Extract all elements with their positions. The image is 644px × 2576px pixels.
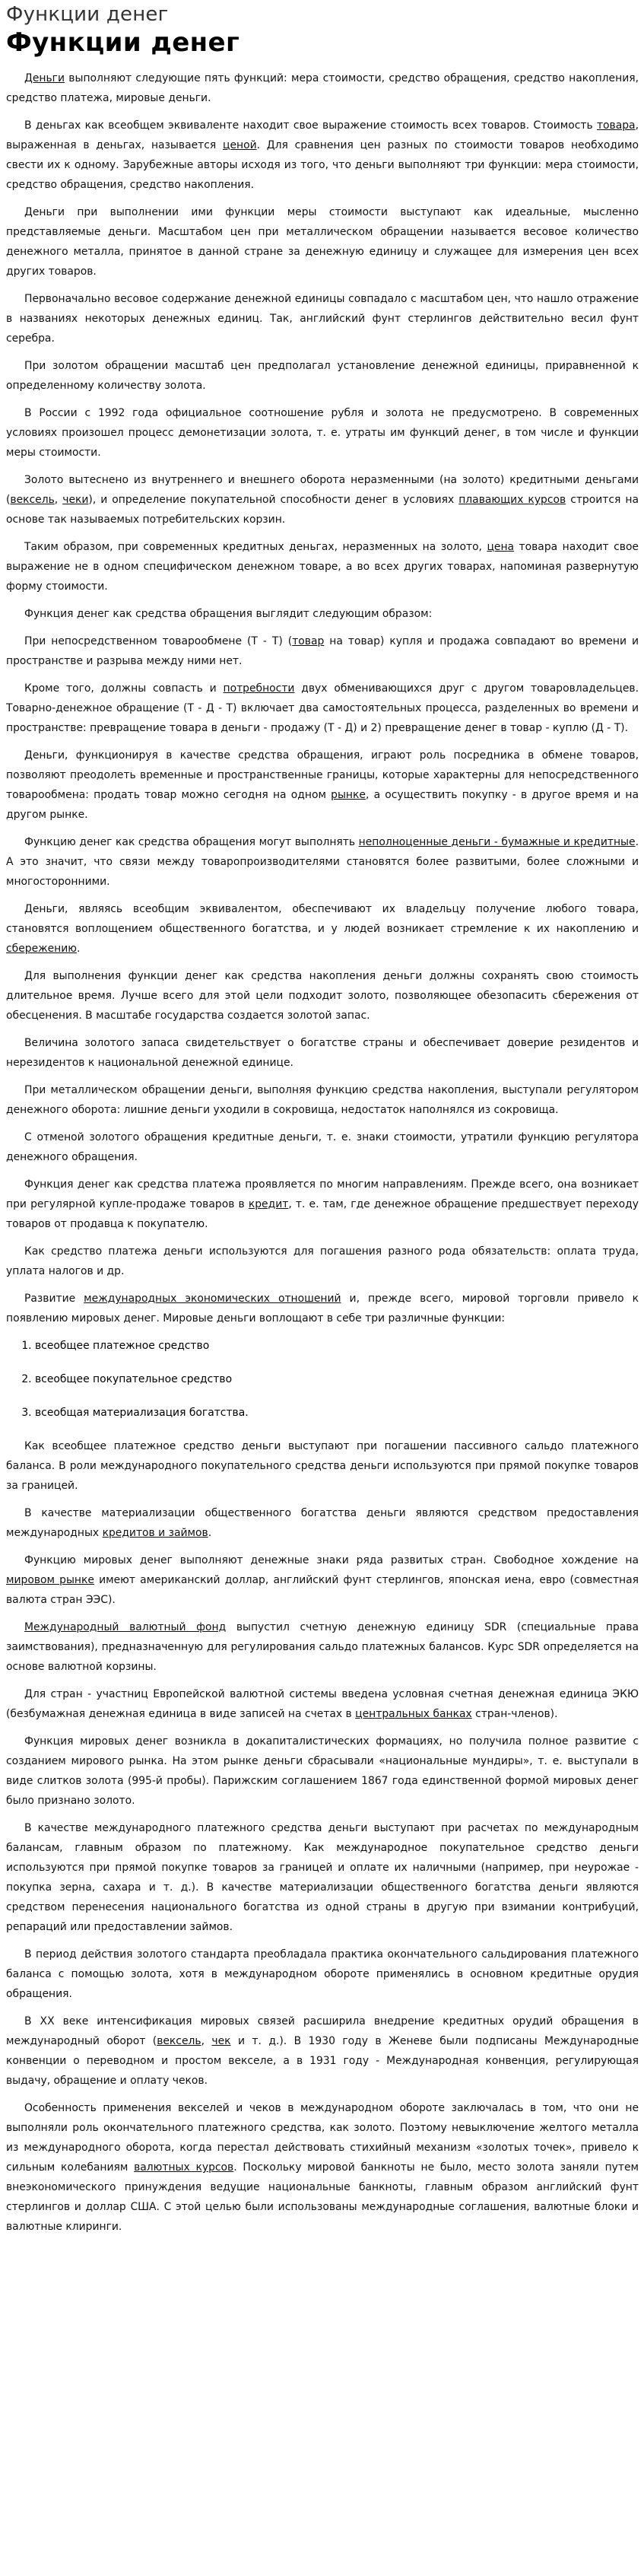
paragraph-text: строится на основе так называемых потребительских корзин. (6, 494, 639, 526)
paragraph-text: Деньги, функционируя в качестве средства обращения, играют роль посредника в обмене товаров, позволяют преодолеть временные и пространственные границы, которые характерны для непосредственного товарообмена: продать товар можно сегодня на одном (6, 749, 639, 801)
paragraph-text: Кроме того, должны совпасть и (24, 682, 224, 695)
paragraph-text: . (76, 943, 81, 955)
paragraph (6, 1080, 639, 1120)
paragraph-text: . Для сравнения цен разных по стоимости товаров необходимо свести их к одному. Зарубежные авторы исходя из того, что деньги выполняют три функции: мера стоимости, средство обращения, средство накопления. (6, 139, 639, 191)
paragraph (6, 1503, 639, 1543)
paragraph (6, 746, 639, 825)
paragraph-text: Для стран - участниц Европейской валютной системы введена условная счетная денежная единица ЭКЮ (безбумажная денежная единица в виде записей на счетах в (6, 1688, 639, 1720)
paragraph (6, 2098, 639, 2237)
paragraph-text: При непосредственном товарообмене (Т - Т) ( (24, 635, 293, 647)
inline-link[interactable]: вексель (10, 494, 55, 506)
paragraph-text: и т. д.). В 1930 году в Женеве были подписаны Международные конвенции о переводном и простом векселе, а в 1931 году - Международная конвенция, регулирующая выдачу, обращение и оплату чеков. (6, 2035, 639, 2087)
page (0, 3, 644, 2250)
paragraph-text: , (54, 494, 63, 506)
inline-link[interactable]: ценой (223, 139, 257, 151)
paragraph-text: Деньги, являясь всеобщим эквивалентом, обеспечивают их владельцу получение любого товара, становятся воплощением общественного богатства, и у людей возникает стремление к их накоплению и (6, 903, 639, 935)
inline-link[interactable]: товар (292, 635, 325, 647)
paragraph (6, 1242, 639, 1281)
paragraph-text: товара находит свое выражение не в одном специфическом денежном товаре, а во всех других товарах, напоминая развернутую форму стоимости. (6, 541, 639, 593)
paragraph-text: Таким образом, при современных кредитных деньгах, неразменных на золото, (24, 541, 487, 553)
paragraph-text: Как средство платежа деньги используются для погашения разного рода обязательств: оплата труда, уплата налогов и др. (6, 1245, 639, 1277)
paragraph (6, 899, 639, 959)
paragraph-text: , выраженная в деньгах, называется (6, 119, 639, 151)
inline-link[interactable]: международных экономических отношений (84, 1293, 341, 1305)
paragraph-text: имеют американский доллар, английский фунт стерлингов, японская иена, евро (совместная валюта стран ЭЭС). (6, 1574, 639, 1606)
inline-link[interactable]: плавающих курсов (458, 494, 566, 506)
paragraph (6, 1684, 639, 1724)
inline-link[interactable]: Деньги (24, 72, 65, 84)
paragraph-text: Величина золотого запаса свидетельствует о богатстве страны и обеспечивает доверие резидентов и нерезидентов к национальной денежной единице. (6, 1037, 639, 1069)
paragraph (6, 1175, 639, 1234)
paragraph (6, 537, 639, 596)
paragraph-text: выполняют следующие пять функций: мера стоимости, средство обращения, средство накопления, средство платежа, мировые деньги. (6, 72, 639, 104)
list-item: 2. всеобщее покупательное средство (35, 1369, 639, 1389)
paragraph (6, 202, 639, 281)
paragraph-text: . Поскольку мировой банкноты не было, место золота заняли путем внеэкономического принуждения ведущие национальные банкноты, главным образом английский фунт стерлингов и доллар США. С этой целью были использованы международные соглашения, валютные блоки и валютные клиринги. (6, 2161, 639, 2233)
paragraph-text: ), и определение покупательной способности денег в условиях (88, 494, 459, 506)
list-item: 3. всеобщая материализация богатства. (35, 1403, 639, 1423)
paragraph-text: и, прежде всего, мировой торговли привело к появлению мировых денег. Мировые деньги воплощают в себе три различные функции: (6, 1293, 639, 1325)
paragraph-text: Функцию мировых денег выполняют денежные знаки ряда развитых стран. Свободное хождение на (24, 1554, 639, 1566)
inline-link[interactable]: потребности (223, 682, 295, 695)
paragraph-text: выпустил счетную денежную единицу SDR (специальные права заимствования), предназначенную для регулирования сальдо платежных балансов. Курс SDR определяется на основе валютной корзины. (6, 1621, 639, 1673)
paragraph-text: . А это значит, что связи между товаропроизводителями становятся более развитыми, более сложными и многосторонними. (6, 836, 639, 888)
paragraph-text: двух обменивающихся друг с другом товаровладельцев. Товарно-денежное обращение (Т - Д - Т) включает два самостоятельных процесса, разделенных во времени и пространстве: превращение товара в деньги - продажу (Т - Д) и 2) превращение денег в товар - куплю (Д - Т). (6, 682, 639, 734)
paragraph-text: При металлическом обращении деньги, выполняя функцию средства накопления, выступали регулятором денежного оборота: лишние деньги уходили в сокровища, недостаток наполнялся из сокровища. (6, 1084, 639, 1116)
page-kicker: Функции денег (6, 3, 169, 26)
list-item: 1. всеобщее платежное средство (35, 1336, 639, 1356)
inline-link[interactable]: мировом рынке (6, 1574, 94, 1586)
paragraph (6, 356, 639, 396)
inline-link[interactable]: вексель (157, 2035, 201, 2047)
inline-link[interactable]: чеки (62, 494, 89, 506)
paragraph (6, 68, 639, 108)
paragraph-text: Функция денег как средства обращения выглядит следующим образом: (24, 608, 433, 620)
paragraph (6, 289, 639, 348)
inline-link[interactable]: цена (487, 541, 515, 553)
paragraph (6, 2012, 639, 2091)
paragraph (6, 679, 639, 738)
paragraph (6, 1945, 639, 2004)
paragraph-text: , а осуществить покупку - в другое время и на другом рынке. (6, 789, 639, 821)
paragraph-text: С отменой золотого обращения кредитные деньги, т. е. знаки стоимости, утратили функцию регулятора денежного обращения. (6, 1131, 639, 1163)
paragraph-text: стран-членов). (471, 1708, 558, 1720)
paragraph-text: Первоначально весовое содержание денежной единицы совпадало с масштабом цен, что нашло отражение в названиях некоторых денежных единиц. Так, английский фунт стерлингов действительно весил фунт серебра. (6, 293, 639, 345)
paragraph-text: , (201, 2035, 212, 2047)
paragraph-text: Функция мировых денег возникла в докапиталистических формациях, но получила полное развитие с созданием мирового рынка. На этом рынке деньги сбрасывали «национальные мундиры», т. е. выступали в виде слитков золота (995-й пробы). Парижским соглашением 1867 года единственной формой мировых денег было признано золото. (6, 1735, 639, 1807)
inline-link[interactable]: чек (211, 2035, 231, 2047)
paragraph-text: При золотом обращении масштаб цен предполагал установление денежной единицы, приравненной к определенному количеству золота. (6, 360, 639, 392)
paragraph (6, 1127, 639, 1167)
functions-list (6, 1336, 639, 1423)
page-title: Функции денег (6, 27, 240, 58)
inline-link[interactable]: неполноценные деньги - бумажные и кредитные (358, 836, 636, 848)
paragraph-text: В качестве международного платежного средства деньги выступают при расчетах по международным балансам, главным образом по платежному. Как международное покупательное средство деньги используются при прямой покупке товаров за границей и оплате их наличными (например, при неурожае - покупка зерна, сахара и т. д.). В качестве материализации общественного богатства деньги являются средством перенесения национального богатства из одной страны в другую при взимании контрибуций, репараций или предоставлении займов. (6, 1822, 639, 1933)
paragraph-text: В качестве материализации общественного богатства деньги являются средством предоставления международных (6, 1507, 639, 1539)
paragraph-text: В России с 1992 года официальное соотношение рубля и золота не предусмотрено. В современных условиях произошел процесс демонетизации золота, т. е. утраты им функций денег, в том числе и функции меры стоимости. (6, 407, 639, 459)
inline-link[interactable]: сбережению (6, 943, 77, 955)
paragraph-text: Для выполнения функции денег как средства накопления деньги должны сохранять свою стоимость длительное время. Лучше всего для этой цели подходит золото, позволяющее обезопасить сбережения от обесценения. В масштабе государства создается золотой запас. (6, 970, 639, 1022)
paragraph-text: Развитие (24, 1293, 84, 1305)
paragraph (6, 470, 639, 530)
article-body-continued (6, 1436, 639, 2237)
paragraph (6, 1436, 639, 1496)
paragraph (6, 1732, 639, 1811)
paragraph-text: В деньгах как всеобщем эквиваленте находит свое выражение стоимость всех товаров. Стоимость (24, 119, 597, 132)
paragraph (6, 966, 639, 1026)
article-body (6, 68, 639, 1328)
paragraph-text: Особенность применения векселей и чеков в международном обороте заключалась в том, что они не выполняли роль окончательного платежного средства, как золото. Поэтому невыключение желтого металла из международного оборота, когда перестал действовать стихийный механизм «золотых точек», привело к сильным колебаниям (6, 2102, 639, 2174)
paragraph (6, 403, 639, 463)
paragraph-text: , т. е. там, где денежное обращение предшествует переходу товаров от продавца к покупателю. (6, 1198, 639, 1230)
inline-link[interactable]: кредитов и займов (102, 1527, 208, 1539)
paragraph (6, 1289, 639, 1328)
paragraph (6, 1550, 639, 1610)
inline-link[interactable]: товара (596, 119, 636, 132)
paragraph (6, 1617, 639, 1677)
paragraph-text: Деньги при выполнении ими функции меры стоимости выступают как идеальные, мысленно представляемые деньги. Масштабом цен при металлическом обращении называется весовое количество денежного металла, принятое в данной стране за денежную единицу и служащее для измерения цен всех других товаров. (6, 206, 639, 278)
inline-link[interactable]: кредит (248, 1198, 289, 1210)
paragraph-text: В XX веке интенсификация мировых связей расширила внедрение кредитных орудий обращения в международный оборот ( (6, 2015, 639, 2047)
paragraph (6, 631, 639, 671)
inline-link[interactable]: валютных курсов (134, 2161, 234, 2174)
paragraph (6, 116, 639, 195)
paragraph-text: Золото вытеснено из внутреннего и внешнего оборота неразменными (на золото) кредитными деньгами ( (6, 474, 639, 506)
paragraph (6, 604, 639, 624)
paragraph (6, 1033, 639, 1073)
paragraph (6, 832, 639, 892)
paragraph-text: Функцию денег как средства обращения могут выполнять (24, 836, 359, 848)
paragraph-text: В период действия золотого стандарта преобладала практика окончательного сальдирования платежного баланса с помощью золота, хотя в международном обороте применялись в основном кредитные орудия обращения. (6, 1948, 639, 2000)
paragraph-text: Как всеобщее платежное средство деньги выступают при погашении пассивного сальдо платежного баланса. В роли международного покупательного средства деньги используются при прямой покупке товаров за границей. (6, 1440, 639, 1492)
inline-link[interactable]: рынке (331, 789, 366, 801)
inline-link[interactable]: Международный валютный фонд (24, 1621, 227, 1633)
paragraph-text: Функция денег как средства платежа проявляется по многим направлениям. Прежде всего, она возникает при регулярной купле-продаже товаров в (6, 1178, 639, 1210)
paragraph-text: . (208, 1527, 212, 1539)
inline-link[interactable]: центральных банках (355, 1708, 472, 1720)
paragraph-text: на товар) купля и продажа совпадают во времени и пространстве и разрыва между ними нет. (6, 635, 639, 667)
paragraph (6, 1818, 639, 1937)
